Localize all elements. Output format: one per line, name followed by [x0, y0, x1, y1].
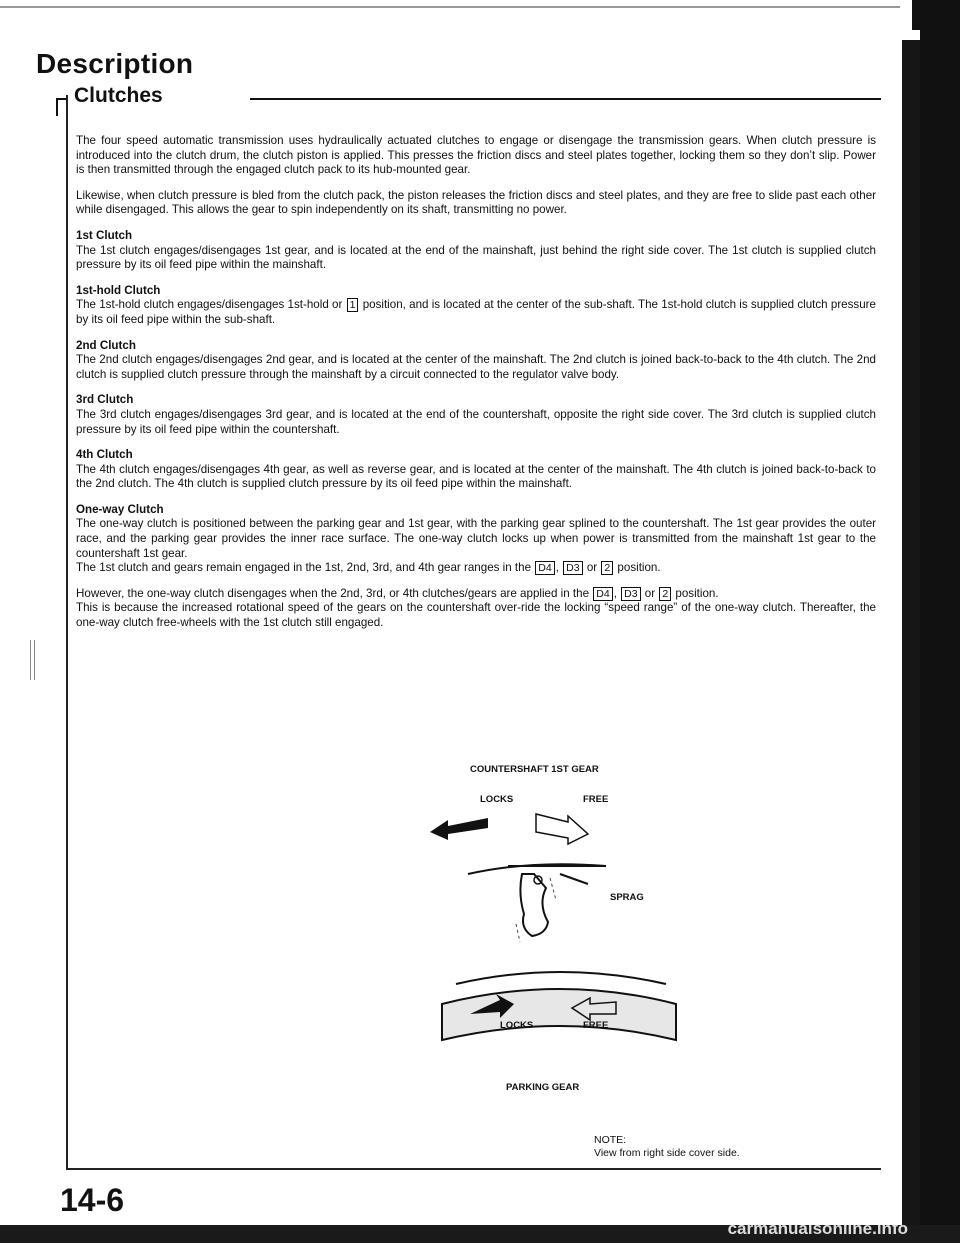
top-rule: [0, 6, 900, 8]
page-title: Description: [36, 48, 194, 79]
range-key-d4: D4: [535, 561, 554, 575]
sprag-label: SPRAG: [610, 892, 644, 903]
range-key-2: 2: [601, 561, 613, 575]
edge-step: [902, 40, 920, 1243]
sprag-element: [520, 874, 548, 936]
text-run: The 1st clutch and gears remain engaged in the 1st, 2nd, 3rd, and 4th gear ranges in the: [76, 561, 535, 575]
parking-gear-arc: [442, 989, 676, 1040]
paragraph: This is because the increased rotational speed of the gears on the countershaft over-ride the locking “speed range” of the one-way clutch. Thereafter, the one-way clutch free-wheels with the 1st clutch still engaged.: [76, 601, 876, 630]
free-arrow-icon: [536, 814, 588, 844]
locks-label-top: LOCKS: [480, 794, 514, 805]
section-header: [56, 84, 881, 114]
range-key-1: 1: [347, 298, 359, 312]
section-heading: 1st Clutch: [76, 228, 133, 242]
free-label-bottom: FREE: [583, 1020, 609, 1031]
text-run: position.: [672, 586, 719, 600]
scan-mark: [34, 640, 35, 680]
scan-mark: [30, 640, 31, 680]
body-text: [76, 134, 876, 642]
section-heading: 3rd Clutch: [76, 393, 134, 407]
third-clutch-section: [76, 393, 876, 437]
hold-clutch-section: [76, 284, 876, 328]
range-key-d4: D4: [593, 587, 612, 601]
range-key-d3: D3: [563, 561, 582, 575]
paragraph: The 1st clutch engages/disengages 1st gear, and is located at the end of the mainshaft, just behind the right side cover. The 1st clutch is supplied clutch pressure by its oil feed pipe within the mainshaft.: [76, 243, 876, 272]
range-key-d3: D3: [621, 587, 640, 601]
paragraph: The 3rd clutch engages/disengages 3rd gear, and is located at the end of the countershaft, opposite the right side cover. The 3rd clutch is supplied clutch pressure by its oil feed pipe within the countershaft.: [76, 407, 876, 436]
header-corner: [56, 98, 58, 116]
edge-notch: [912, 0, 920, 30]
text-run: ,: [613, 586, 621, 600]
section-heading: 2nd Clutch: [76, 338, 136, 352]
race-edge: [560, 874, 588, 884]
paragraph: The 4th clutch engages/disengages 4th gear, as well as reverse gear, and is located at the center of the mainshaft. The 4th clutch is joined back-to-back to the 2nd clutch. The 4th clutch is supplied clutch pressure by its oil feed pipe within the mainshaft.: [76, 462, 876, 491]
locks-arrow-icon: [430, 818, 488, 840]
text-run: position, and is located at the center of the sub-shaft. The 1st-hold clutch is supplied clutch pressure by its oil feed pipe within the sub-shaft.: [76, 298, 876, 326]
note-text: View from right side cover side.: [594, 1147, 740, 1159]
section-heading: 1st-hold Clutch: [76, 283, 161, 297]
page-edge-bar: [920, 0, 960, 1243]
text-run: The 1st-hold clutch engages/disengages 1st-hold or: [76, 298, 346, 312]
header-rule: [250, 98, 881, 100]
text-run: or: [641, 586, 659, 600]
however-section: [76, 587, 876, 631]
fourth-clutch-section: [76, 448, 876, 492]
paragraph: Likewise, when clutch pressure is bled from the clutch pack, the piston releases the friction discs and steel plates, and they are free to slide past each other while disengaged. This allows the gear to spin independently on its shaft, transmitting no power.: [76, 188, 876, 217]
section-heading: 4th Clutch: [76, 448, 133, 462]
text-run: position.: [614, 561, 661, 575]
one-way-clutch-diagram: [420, 764, 760, 1164]
locks-label-bottom: LOCKS: [500, 1020, 534, 1031]
section-title: Clutches: [74, 84, 163, 107]
inner-race-curve: [456, 972, 666, 984]
first-clutch-section: [76, 229, 876, 273]
section-heading: One-way Clutch: [76, 502, 164, 516]
paragraph: The four speed automatic transmission uses hydraulically actuated clutches to engage or disengage the transmission gears. When clutch pressure is introduced into the clutch drum, the clutch piston is applied. This presses the friction discs and steel plates together, locking them so they don’t slip. Power is then transmitted through the engaged clutch pack to its hub-mounted gear.: [76, 134, 876, 177]
text-run: ,: [555, 561, 563, 575]
range-key-2: 2: [659, 587, 671, 601]
sprag-drawing: [420, 804, 760, 1124]
watermark: carmanualsonline.info: [727, 1219, 908, 1238]
margin-line: [66, 95, 68, 1170]
text-run: or: [583, 561, 601, 575]
note-label: NOTE:: [594, 1134, 627, 1146]
margin-footer-line: [66, 1168, 881, 1170]
paragraph: The 2nd clutch engages/disengages 2nd gear, and is located at the center of the mainshaft. The 2nd clutch is joined back-to-back to the 4th clutch. The 2nd clutch is supplied clutch pressure through the mainshaft by a circuit connected to the regulator valve body.: [76, 353, 876, 381]
paragraph: The one-way clutch is positioned between the parking gear and 1st gear, with the parking gear splined to the countershaft. The 1st gear provides the outer race, and the parking gear provides the inner race surface. The one-way clutch locks up when power is transmitted from the mainshaft 1st gear to the countershaft 1st gear.: [76, 517, 876, 560]
second-clutch-section: [76, 339, 876, 383]
parking-gear-label: PARKING GEAR: [506, 1082, 580, 1093]
text-run: However, the one-way clutch disengages when the 2nd, 3rd, or 4th clutches/gears are applied in the: [76, 586, 593, 600]
page-number: 14-6: [60, 1182, 125, 1218]
diagram-title: COUNTERSHAFT 1ST GEAR: [470, 764, 599, 775]
oneway-clutch-section: [76, 503, 876, 576]
free-label-top: FREE: [583, 794, 609, 805]
